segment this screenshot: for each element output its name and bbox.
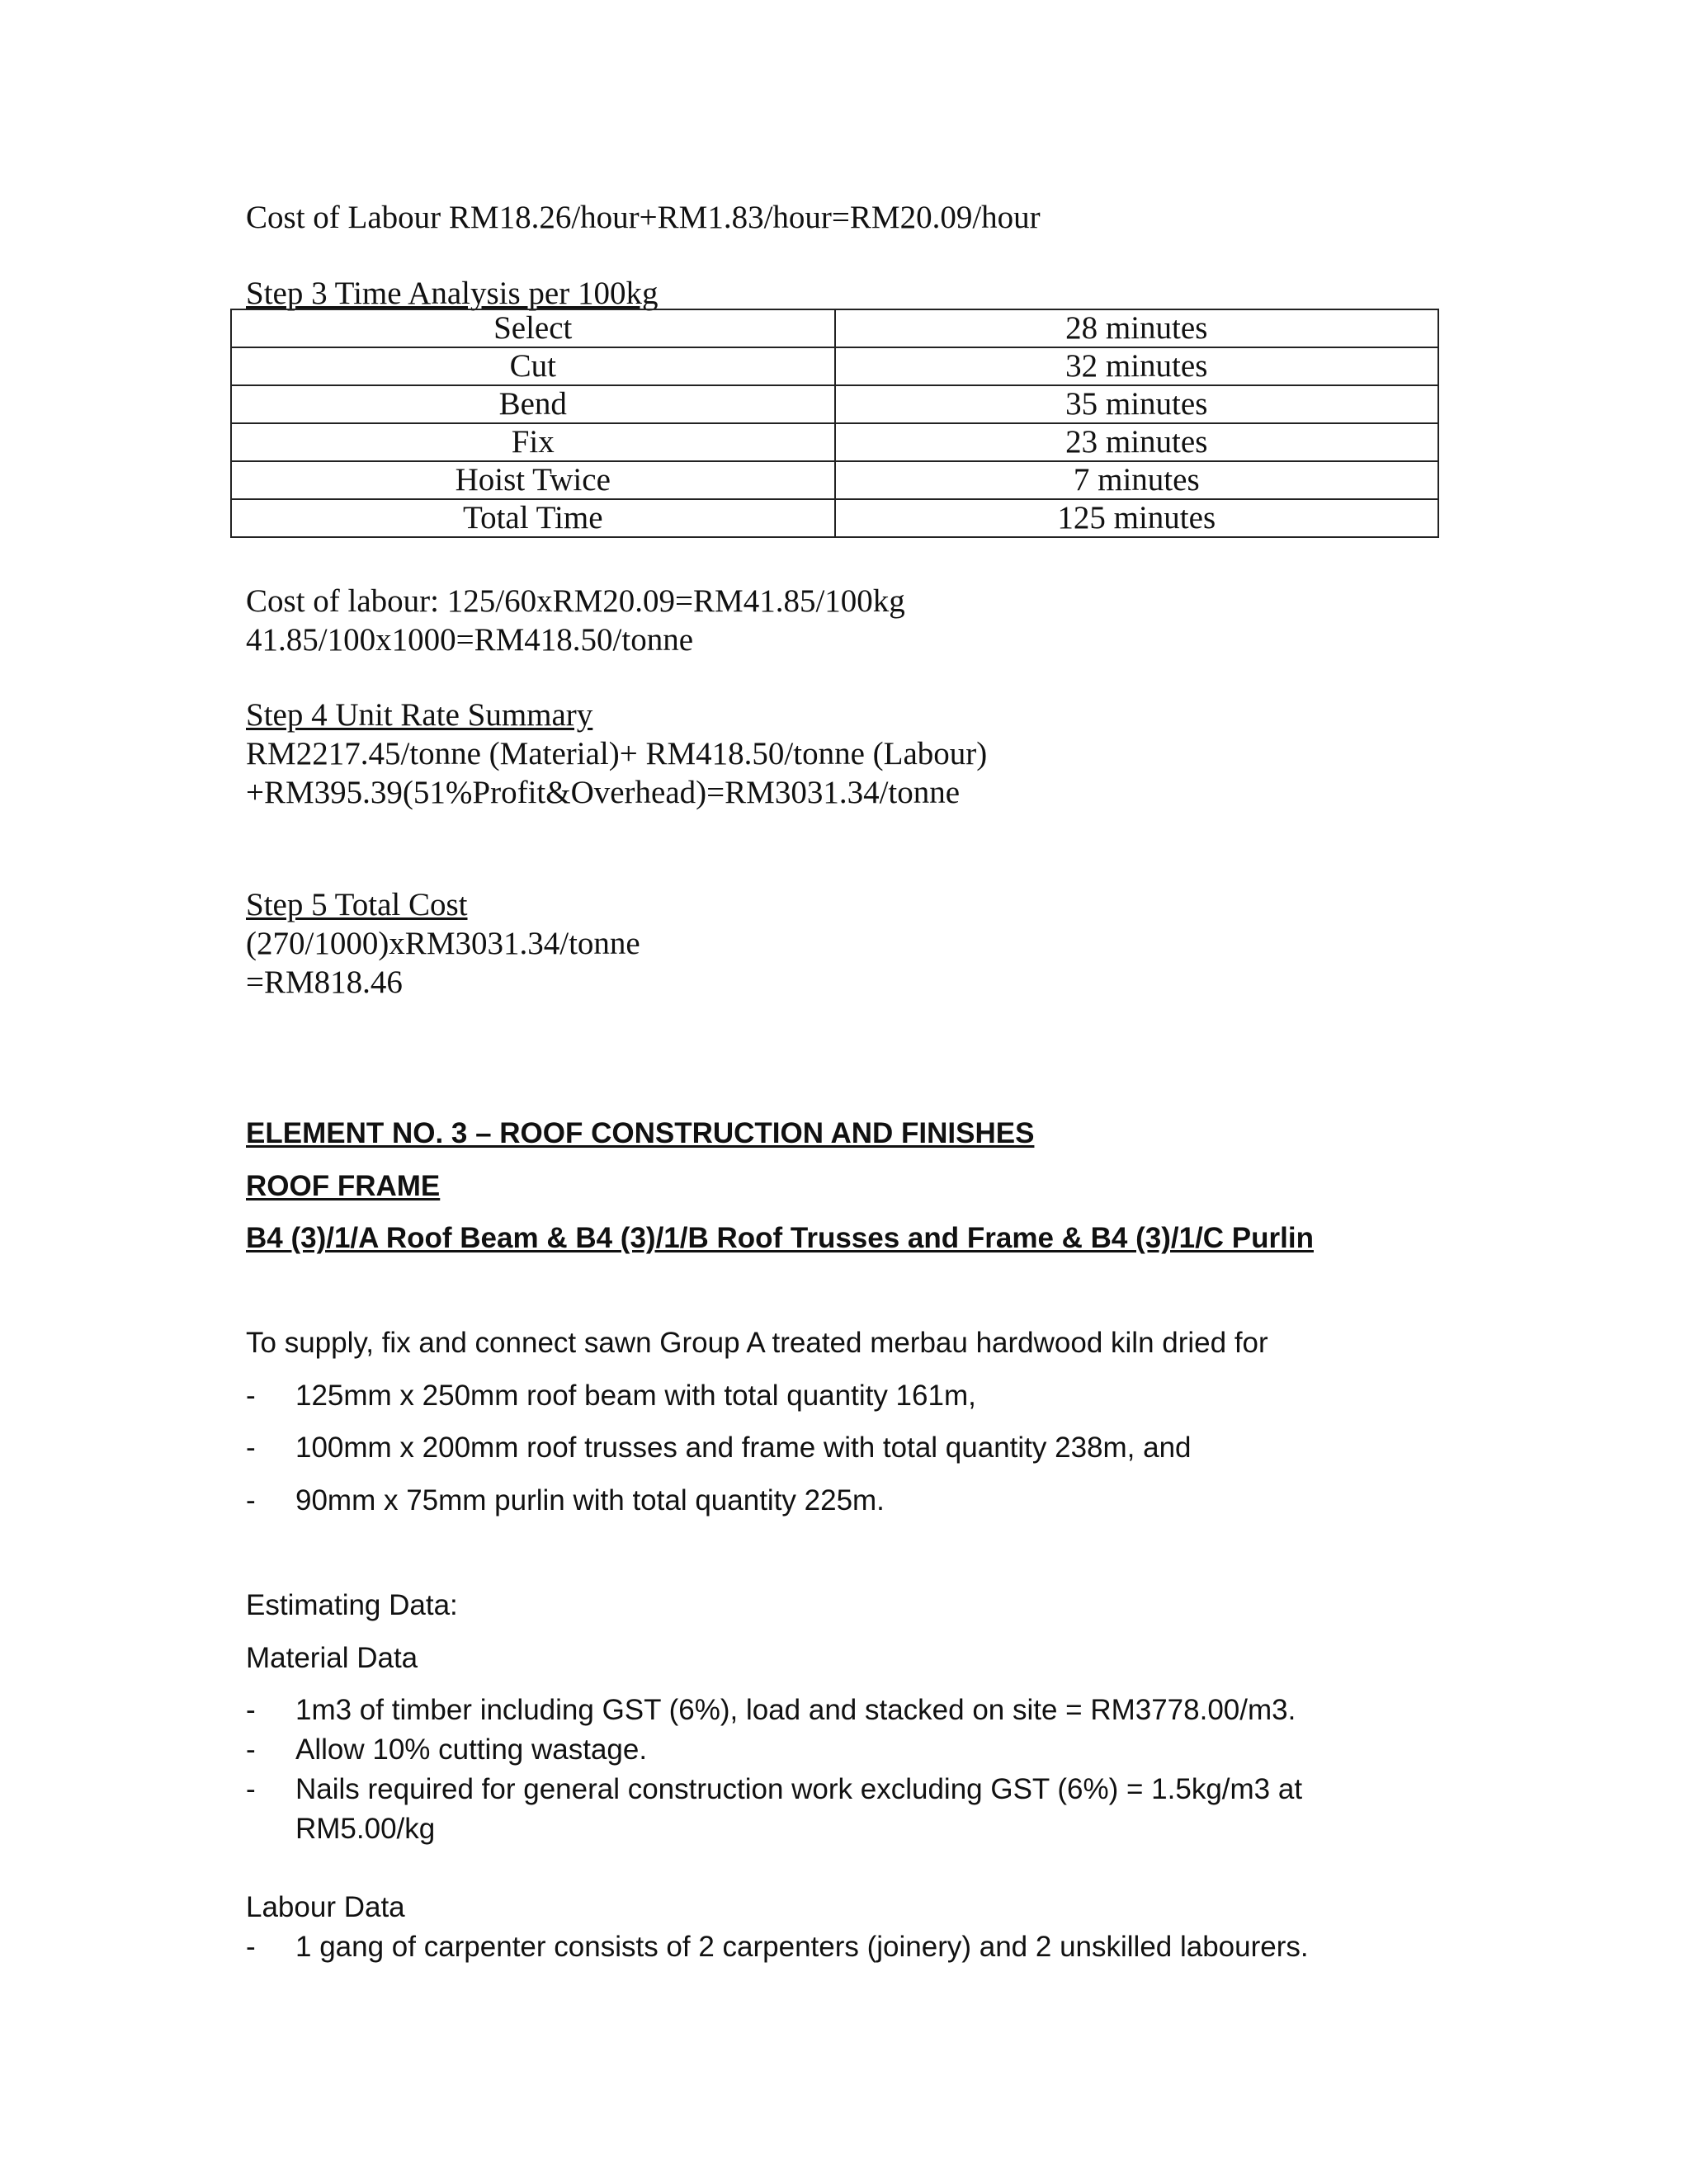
time-analysis-table [230,309,1439,538]
list-item-text: Nails required for general construction work excluding GST (6%) = 1.5kg/m3 at [295,1773,1303,1805]
list-item-text: 125mm x 250mm roof beam with total quantity 161m, [295,1380,976,1412]
list-item-text: RM5.00/kg [295,1813,436,1845]
time-cell: 125 minutes [835,499,1439,537]
activity-cell: Hoist Twice [231,461,835,499]
time-cell: 7 minutes [835,461,1439,499]
material-heading: Material Data [246,1642,418,1674]
time-cell: 35 minutes [835,385,1439,423]
activity-cell: Cut [231,347,835,385]
bullet-dash: - [246,1931,256,1963]
step5-line1: (270/1000)xRM3031.34/tonne [246,926,640,961]
labour-calc-line1: Cost of labour: 125/60xRM20.09=RM41.85/100kg [246,583,905,619]
table-row [231,385,1438,423]
bullet-dash: - [246,1694,256,1726]
table-row [231,347,1438,385]
bullet-dash: - [246,1380,256,1412]
bullet-dash: - [246,1773,256,1805]
step5-line2: =RM818.46 [246,965,403,1000]
list-item-text: 1m3 of timber including GST (6%), load and stacked on site = RM3778.00/m3. [295,1694,1296,1726]
step4-line2: +RM395.39(51%Profit&Overhead)=RM3031.34/tonne [246,775,961,810]
labour-heading: Labour Data [246,1891,405,1923]
list-item-text: 100mm x 200mm roof trusses and frame with total quantity 238m, and [295,1432,1192,1464]
step3-heading: Step 3 Time Analysis per 100kg [246,276,659,311]
element-subtitle: ROOF FRAME [246,1170,441,1202]
list-item-text: 90mm x 75mm purlin with total quantity 225m. [295,1484,885,1517]
list-item-text: 1 gang of carpenter consists of 2 carpenters (joinery) and 2 unskilled labourers. [295,1931,1309,1963]
labour-calc-line2: 41.85/100x1000=RM418.50/tonne [246,622,694,658]
table-row [231,461,1438,499]
element-title: ELEMENT NO. 3 – ROOF CONSTRUCTION AND FINISHES [246,1117,1035,1149]
step4-line1: RM2217.45/tonne (Material)+ RM418.50/tonne (Labour) [246,736,988,771]
time-cell: 23 minutes [835,423,1439,461]
supply-intro: To supply, fix and connect sawn Group A treated merbau hardwood kiln dried for [246,1327,1268,1359]
time-cell: 32 minutes [835,347,1439,385]
activity-cell: Select [231,309,835,347]
estimating-heading: Estimating Data: [246,1589,458,1621]
step4-heading: Step 4 Unit Rate Summary [246,697,593,733]
activity-cell: Bend [231,385,835,423]
table-row [231,309,1438,347]
activity-cell: Total Time [231,499,835,537]
table-row [231,499,1438,537]
time-cell: 28 minutes [835,309,1439,347]
labour-cost-line: Cost of Labour RM18.26/hour+RM1.83/hour=RM20.09/hour [246,200,1041,235]
table-row [231,423,1438,461]
step5-heading: Step 5 Total Cost [246,887,468,922]
list-item-text: Allow 10% cutting wastage. [295,1734,648,1766]
element-items-heading: B4 (3)/1/A Roof Beam & B4 (3)/1/B Roof Trusses and Frame & B4 (3)/1/C Purlin [246,1222,1314,1254]
bullet-dash: - [246,1432,256,1464]
activity-cell: Fix [231,423,835,461]
bullet-dash: - [246,1734,256,1766]
bullet-dash: - [246,1484,256,1517]
